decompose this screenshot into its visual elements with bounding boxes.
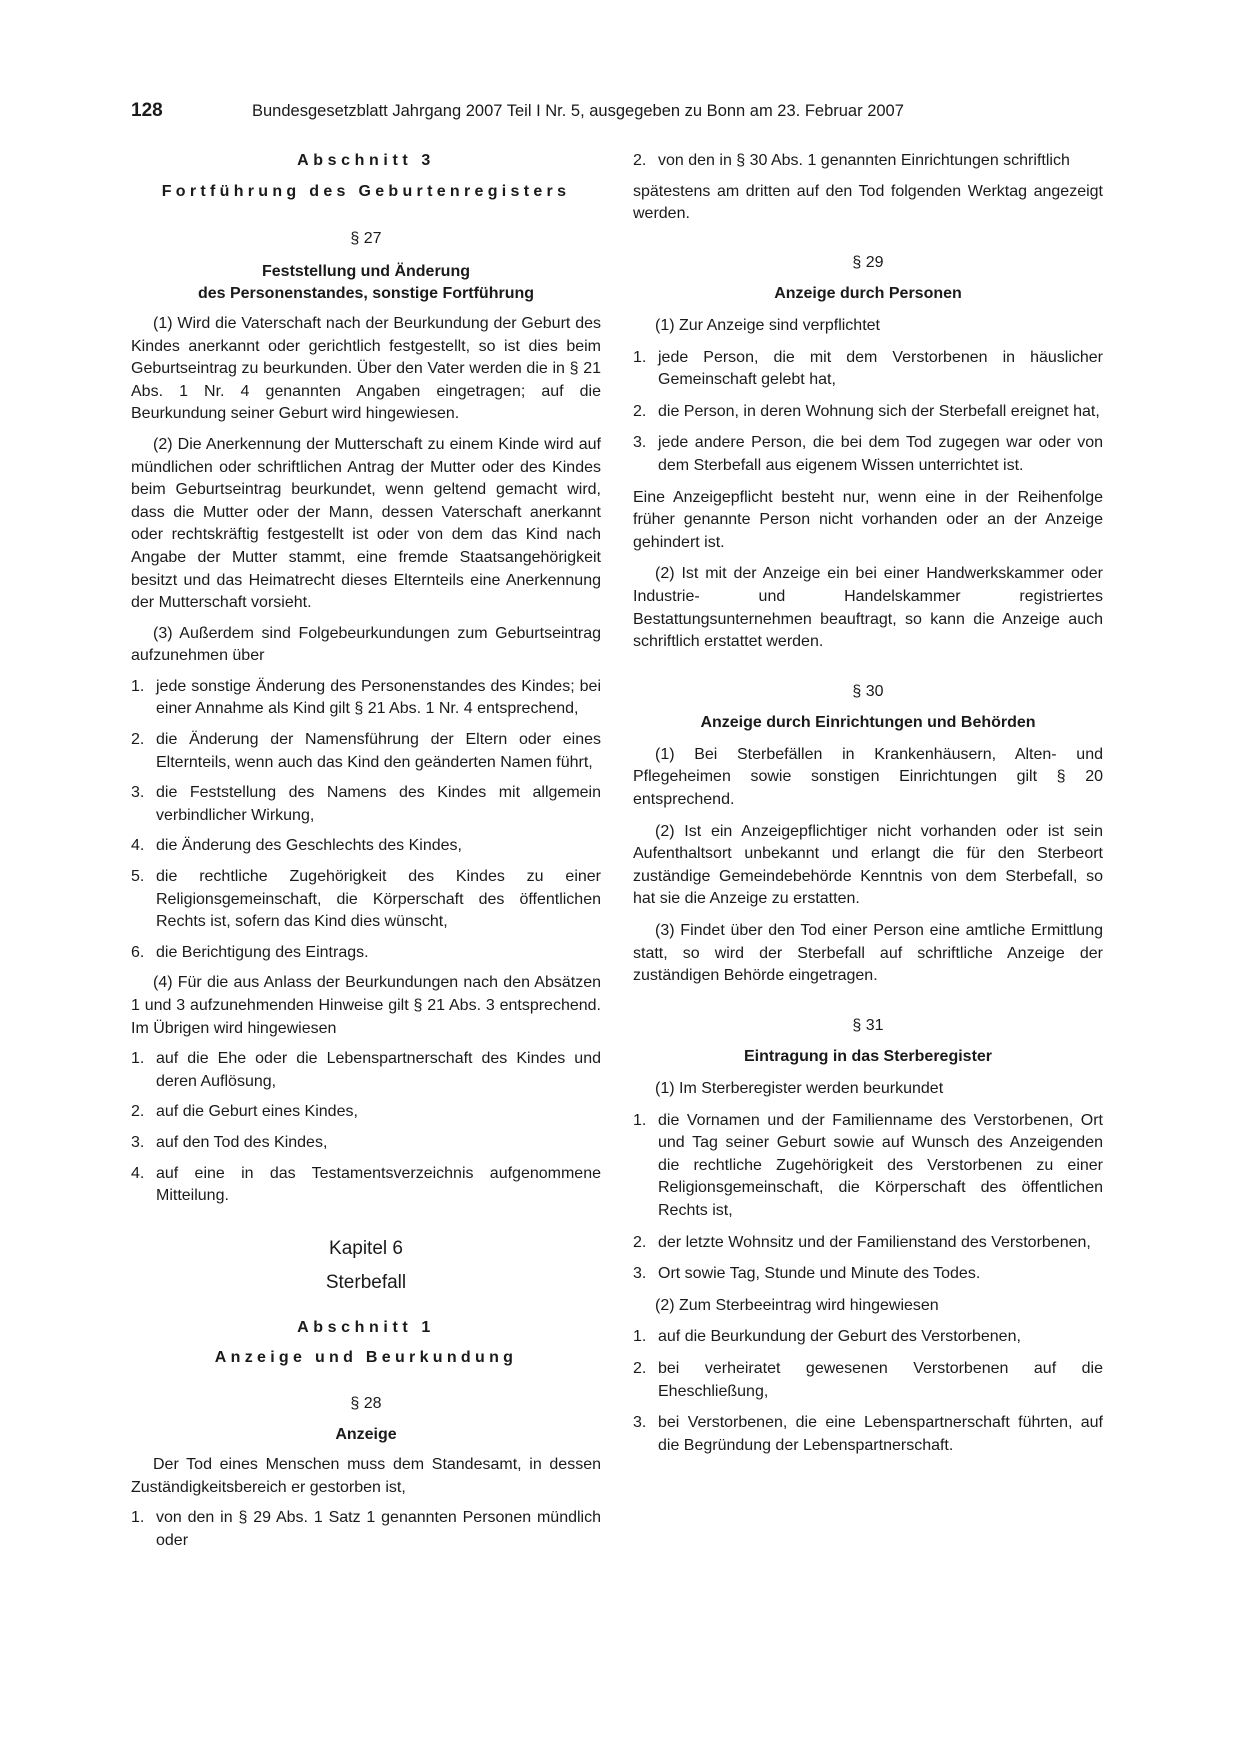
- list-item: [131, 1048, 601, 1093]
- list-item-text: jede andere Person, die bei dem Tod zugegen war oder von dem Sterbefall aus eigenem Wissen unterrichtet ist.: [658, 434, 1103, 474]
- body-text: spätestens am dritten auf den Tod folgenden Werktag angezeigt werden.: [633, 182, 1103, 223]
- list-item: [131, 1132, 601, 1155]
- paragraph-number: § 29: [852, 253, 884, 271]
- list-item-text: auf die Geburt eines Kindes,: [156, 1103, 358, 1121]
- list-item-number: 5.: [131, 868, 145, 886]
- list-item-number: 1.: [633, 1328, 647, 1346]
- list-item-text: bei verheiratet gewesenen Verstorbenen auf die Eheschließung,: [658, 1359, 1103, 1400]
- list-item: [633, 1358, 1103, 1403]
- left-column: [131, 150, 601, 1553]
- list-item-number: 1.: [633, 1111, 647, 1129]
- body-paragraph: (1) Bei Sterbefällen in Krankenhäusern, Alten- und Pflegeheimen sowie sonstigen Einrichtungen gilt § 20 entsprechend.: [633, 745, 1103, 809]
- list-item-text: die Änderung der Namensführung der Eltern oder eines Elternteils, wenn auch das Kind den geänderten Namen führt,: [156, 731, 601, 771]
- list-item-number: 1.: [131, 677, 145, 695]
- list-item: [131, 729, 601, 774]
- list-item-text: die Vornamen und der Familienname des Verstorbenen, Ort und Tag seiner Geburt sowie auf Wunsch des Anzeigenden die rechtliche Zugehörigkeit des Verstorbenen zu einer Religionsgemeinschaft, die Körperschaft des öffentlichen Rechts ist,: [658, 1111, 1103, 1219]
- list-item-number: 4.: [131, 837, 145, 855]
- list-item-text: auf den Tod des Kindes,: [156, 1133, 328, 1151]
- list-item-number: 2.: [633, 1359, 647, 1377]
- page-header: [131, 100, 1110, 128]
- body-paragraph: (4) Für die aus Anlass der Beurkundungen nach den Absätzen 1 und 3 aufzunehmenden Hinweise gilt § 21 Abs. 3 entsprechend. Im Übrigen wird hingewiesen: [131, 974, 601, 1037]
- body-paragraph: (3) Findet über den Tod einer Person eine amtliche Ermittlung statt, so wird der Sterbefall auf schriftliche Anzeige der zuständigen Behörde eingetragen.: [633, 922, 1103, 985]
- list-item-text: die Person, in deren Wohnung sich der Sterbefall ereignet hat,: [658, 402, 1100, 420]
- list-item-text: Ort sowie Tag, Stunde und Minute des Todes.: [658, 1265, 981, 1283]
- list-item: [633, 1412, 1103, 1457]
- body-paragraph: (1) Zur Anzeige sind verpflichtet: [655, 316, 880, 334]
- body-paragraph: Der Tod eines Menschen muss dem Standesamt, in dessen Zuständigkeitsbereich er gestorben ist,: [131, 1456, 601, 1496]
- list-item-text: die rechtliche Zugehörigkeit des Kindes zu einer Religionsgemeinschaft, die Körperschaft des öffentlichen Rechts ist, sofern das Kind dies wünscht,: [156, 868, 601, 931]
- body-text: Eine Anzeigepflicht besteht nur, wenn eine in der Reihenfolge früher genannte Person nicht vorhanden oder an der Anzeige gehindert ist.: [633, 488, 1103, 551]
- body-paragraph: (2) Zum Sterbeeintrag wird hingewiesen: [655, 1296, 939, 1314]
- chapter-heading: Kapitel 6: [329, 1237, 403, 1259]
- section-label: Abschnitt 1: [297, 1318, 435, 1336]
- chapter-heading: Sterbefall: [325, 1271, 407, 1293]
- list-item-number: 1.: [131, 1050, 145, 1068]
- list-item-text: die Feststellung des Namens des Kindes mit allgemein verbindlicher Wirkung,: [156, 784, 601, 824]
- body-paragraph: (2) Ist mit der Anzeige ein bei einer Handwerkskammer oder Industrie- und Handelskammer registriertes Bestattungsunternehmen beauftragt, so kann die Anzeige auch schriftlich erstattet werden.: [633, 565, 1103, 651]
- body-paragraph: (1) Im Sterberegister werden beurkundet: [655, 1080, 944, 1097]
- list-item-number: 3.: [633, 1414, 647, 1432]
- paragraph-number: § 30: [852, 682, 884, 700]
- list-item-text: von den in § 30 Abs. 1 genannten Einrichtungen schriftlich: [658, 152, 1070, 169]
- list-item: [633, 1263, 1103, 1286]
- list-item-number: 3.: [131, 784, 145, 802]
- list-item-text: die Berichtigung des Eintrags.: [156, 943, 369, 961]
- paragraph-heading: Feststellung und Änderung: [262, 262, 470, 280]
- list-item: [633, 347, 1103, 392]
- list-item-text: auf eine in das Testamentsverzeichnis aufgenommene Mitteilung.: [156, 1164, 601, 1205]
- right-column: [633, 150, 1103, 1457]
- list-item: [131, 866, 601, 934]
- body-paragraph: (2) Ist ein Anzeigepflichtiger nicht vorhanden oder ist sein Aufenthaltsort unbekannt und erlangt die für den Sterbeort zuständige Gemeindebehörde Kenntnis von dem Sterbefall, so hat sie die Anzeige zu erstatten.: [633, 822, 1103, 908]
- list-item: [131, 835, 601, 858]
- list-item: [633, 432, 1103, 477]
- paragraph-number: § 31: [852, 1016, 884, 1034]
- list-item-number: 2.: [131, 1103, 145, 1121]
- paragraph-heading: Anzeige durch Personen: [774, 285, 962, 303]
- list-item-number: 6.: [131, 943, 145, 961]
- gazette-header-title: Bundesgesetzblatt Jahrgang 2007 Teil I Nr. 5, ausgegeben zu Bonn am 23. Februar 2007: [252, 102, 904, 120]
- list-item: [131, 1507, 601, 1552]
- list-item-text: auf die Beurkundung der Geburt des Verstorbenen,: [658, 1328, 1021, 1346]
- list-item-number: 3.: [131, 1133, 145, 1151]
- list-item: [633, 1232, 1103, 1255]
- paragraph-number: § 27: [350, 230, 382, 248]
- list-item-text: auf die Ehe oder die Lebenspartnerschaft des Kindes und deren Auflösung,: [156, 1050, 601, 1090]
- list-item-number: 3.: [633, 434, 647, 452]
- paragraph-number: § 28: [350, 1394, 382, 1412]
- list-item: [131, 942, 601, 965]
- list-item-text: die Änderung des Geschlechts des Kindes,: [156, 837, 462, 855]
- list-item-number: 2.: [131, 731, 145, 749]
- paragraph-heading: Eintragung in das Sterberegister: [743, 1048, 993, 1066]
- list-item-number: 2.: [633, 1233, 647, 1251]
- list-item-text: der letzte Wohnsitz und der Familienstand des Verstorbenen,: [658, 1233, 1091, 1251]
- list-item: [131, 676, 601, 721]
- list-item: [131, 1101, 601, 1124]
- paragraph-heading: Anzeige durch Einrichtungen und Behörden: [700, 714, 1036, 732]
- list-item: [633, 150, 1103, 173]
- list-item-text: von den in § 29 Abs. 1 Satz 1 genannten Personen mündlich oder: [156, 1509, 601, 1549]
- list-item-text: jede sonstige Änderung des Personenstandes des Kindes; bei einer Annahme als Kind gilt § 21 Abs. 1 Nr. 4 entsprechend,: [156, 677, 601, 718]
- body-paragraph: (1) Wird die Vaterschaft nach der Beurkundung der Geburt des Kindes anerkannt oder gerichtlich festgestellt, so ist dies beim Geburtseintrag zu beurkunden. Über den Vater werden die in § 21 Abs. 1 Nr. 4 genannten Angaben eingetragen; auf die Beurkundung seiner Geburt wird hingewiesen.: [131, 314, 601, 423]
- list-item-text: bei Verstorbenen, die eine Lebenspartnerschaft führten, auf die Begründung der Lebenspartnerschaft.: [658, 1414, 1103, 1454]
- body-paragraph: (2) Die Anerkennung der Mutterschaft zu einem Kinde wird auf mündlichen oder schriftlichen Antrag der Mutter oder des Kindes beim Geburtseintrag beurkundet, wenn geltend gemacht wird, dass die Mutter oder der Mann, dessen Vaterschaft anerkannt oder rechtskräftig festgestellt ist oder von dem das Kind nach Angabe der Mutter stammt, eine fremde Staatsangehörigkeit besitzt und das Heimatrecht dieses Elternteils eine Anerkennung der Mutterschaft vorsieht.: [131, 435, 601, 612]
- page-number: 128: [131, 100, 163, 121]
- list-item: [633, 1326, 1103, 1349]
- paragraph-heading: Anzeige: [335, 1425, 397, 1443]
- section-title: Fortführung des Geburtenregisters: [161, 182, 571, 200]
- list-item-number: 2.: [633, 402, 647, 420]
- list-item-number: 3.: [633, 1265, 647, 1283]
- list-item-text: jede Person, die mit dem Verstorbenen in häuslicher Gemeinschaft gelebt hat,: [658, 348, 1103, 389]
- list-item-number: 1.: [131, 1509, 145, 1527]
- section-label: Abschnitt 3: [297, 152, 435, 169]
- list-item: [633, 1110, 1103, 1223]
- paragraph-heading: des Personenstandes, sonstige Fortführung: [197, 285, 535, 303]
- list-item: [131, 782, 601, 827]
- list-item-number: 1.: [633, 348, 647, 366]
- list-item-number: 4.: [131, 1164, 145, 1182]
- body-paragraph: (3) Außerdem sind Folgebeurkundungen zum Geburtseintrag aufzunehmen über: [131, 624, 601, 665]
- list-item: [131, 1163, 601, 1208]
- section-title: Anzeige und Beurkundung: [214, 1349, 518, 1367]
- list-item-number: 2.: [633, 152, 647, 169]
- list-item: [633, 401, 1103, 424]
